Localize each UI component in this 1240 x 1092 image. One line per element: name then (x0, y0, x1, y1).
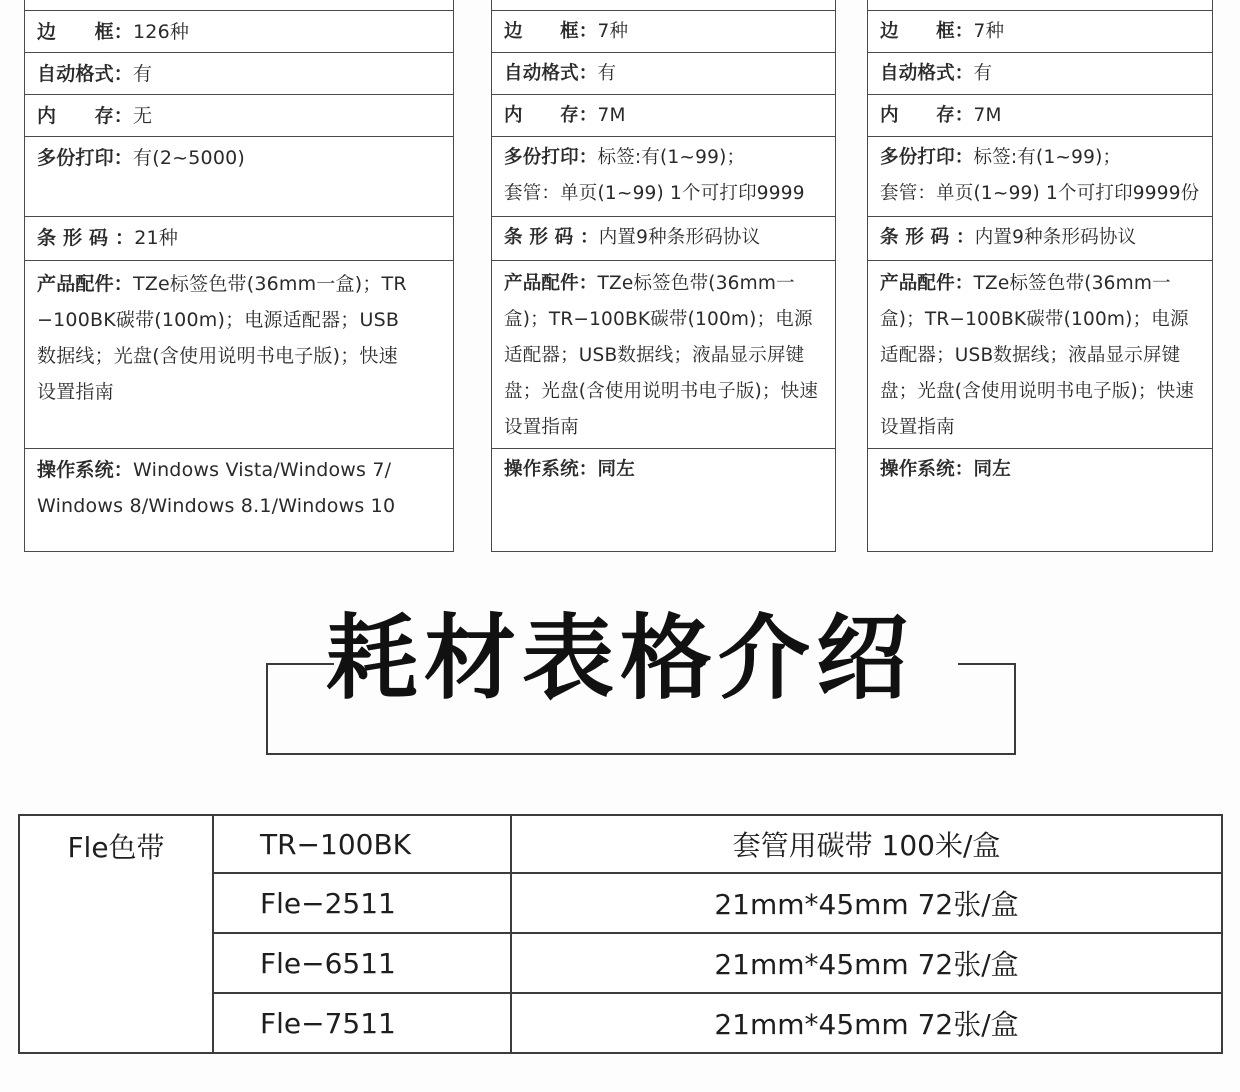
spec-label: 边 框： (880, 21, 974, 42)
description-cell: 套管用碳带 100米/盒 (511, 815, 1222, 873)
spec-value: 7M (973, 105, 1002, 126)
spec-label: 产品配件： (504, 273, 598, 294)
spec-label: 边 框： (504, 21, 598, 42)
spec-value: 有 (133, 63, 153, 85)
spec-label: 内 存： (880, 105, 974, 126)
description-cell: 21mm*45mm 72张/盒 (511, 993, 1222, 1053)
spec-value: TZe标签色带(36mm一 盒)；TR−100BK碳带(100m)；电源 适配器；USB数据线；液晶显示屏键 盘；光盘(含使用说明书电子版)；快速 设置指南 (880, 273, 1195, 438)
spec-top-cell (868, 0, 1212, 10)
spec-label: 自动格式： (37, 63, 134, 85)
spec-label: 内 存： (504, 105, 598, 126)
spec-barcode-row (25, 216, 453, 260)
spec-label: 自动格式： (504, 63, 598, 84)
spec-column-2 (491, 0, 836, 552)
spec-value: 内置9种条形码协议 (598, 227, 761, 248)
spec-parts-row (868, 260, 1212, 448)
spec-multi-print-row (25, 136, 453, 216)
spec-label: 多份打印： (37, 147, 134, 169)
spec-value: 有(2~5000) (133, 147, 246, 169)
spec-label: 条 形 码 ： (880, 227, 975, 248)
spec-os-row (868, 448, 1212, 551)
spec-column-3 (867, 0, 1213, 552)
spec-value: 无 (133, 105, 153, 127)
spec-value: 7种 (597, 21, 629, 42)
spec-memory-row (868, 94, 1212, 136)
spec-os-row (492, 448, 835, 551)
spec-auto-format-row (492, 52, 835, 94)
spec-value: 126种 (133, 21, 190, 43)
model-cell: Fle−6511 (213, 933, 511, 993)
spec-parts-row (25, 260, 453, 448)
spec-top-cell (492, 0, 835, 10)
spec-label: 操作系统： (37, 459, 134, 481)
spec-value: 同左 (597, 459, 635, 480)
spec-parts-row (492, 260, 835, 448)
spec-value: TZe标签色带(36mm一盒)；TR −100BK碳带(100m)；电源适配器；USB 数据线；光盘(含使用说明书电子版)；快速 设置指南 (37, 273, 407, 403)
spec-label: 操作系统： (880, 459, 974, 480)
section-title: 耗材表格介绍 (325, 605, 914, 712)
spec-value: 21种 (134, 227, 179, 249)
spec-label: 边 框： (37, 21, 134, 43)
spec-memory-row (25, 94, 453, 136)
spec-border-row (25, 10, 453, 52)
spec-label: 操作系统： (504, 459, 598, 480)
spec-value: Windows Vista/Windows 7/ Windows 8/Windows 8.1/Windows 10 (37, 459, 396, 517)
spec-multi-print-row (868, 136, 1212, 216)
spec-barcode-row (868, 216, 1212, 260)
spec-border-row (492, 10, 835, 52)
category-cell: Fle色带 (19, 815, 213, 1053)
spec-label: 多份打印： (504, 147, 598, 168)
spec-value: 7种 (973, 21, 1005, 42)
spec-label: 产品配件： (880, 273, 974, 294)
spec-multi-print-row (492, 136, 835, 216)
spec-column-1 (24, 0, 454, 552)
spec-label: 自动格式： (880, 63, 974, 84)
spec-label: 产品配件： (37, 273, 134, 295)
spec-label: 多份打印： (880, 147, 974, 168)
spec-label: 内 存： (37, 105, 134, 127)
spec-value: 标签:有(1~99)； 套管：单页(1~99) 1个可打印9999份 (880, 147, 1200, 204)
spec-value: 7M (597, 105, 626, 126)
spec-value: 有 (973, 63, 993, 84)
spec-label: 条 形 码 ： (37, 227, 135, 249)
spec-label: 条 形 码 ： (504, 227, 599, 248)
model-cell: Fle−2511 (213, 873, 511, 933)
spec-value: 标签:有(1~99)； 套管：单页(1~99) 1个可打印9999 (504, 147, 805, 204)
spec-border-row (868, 10, 1212, 52)
spec-value: 内置9种条形码协议 (974, 227, 1137, 248)
spec-auto-format-row (868, 52, 1212, 94)
consumables-table (18, 814, 1223, 1054)
spec-auto-format-row (25, 52, 453, 94)
description-cell: 21mm*45mm 72张/盒 (511, 873, 1222, 933)
spec-value: TZe标签色带(36mm一 盒)；TR−100BK碳带(100m)；电源 适配器；USB数据线；液晶显示屏键 盘；光盘(含使用说明书电子版)；快速 设置指南 (504, 273, 819, 438)
spec-barcode-row (492, 216, 835, 260)
model-cell: TR−100BK (213, 815, 511, 873)
spec-os-row (25, 448, 453, 551)
table-row (19, 815, 1222, 873)
spec-value: 有 (597, 63, 617, 84)
model-cell: Fle−7511 (213, 993, 511, 1053)
spec-top-cell (25, 0, 453, 10)
spec-value: 同左 (973, 459, 1011, 480)
description-cell: 21mm*45mm 72张/盒 (511, 933, 1222, 993)
spec-memory-row (492, 94, 835, 136)
